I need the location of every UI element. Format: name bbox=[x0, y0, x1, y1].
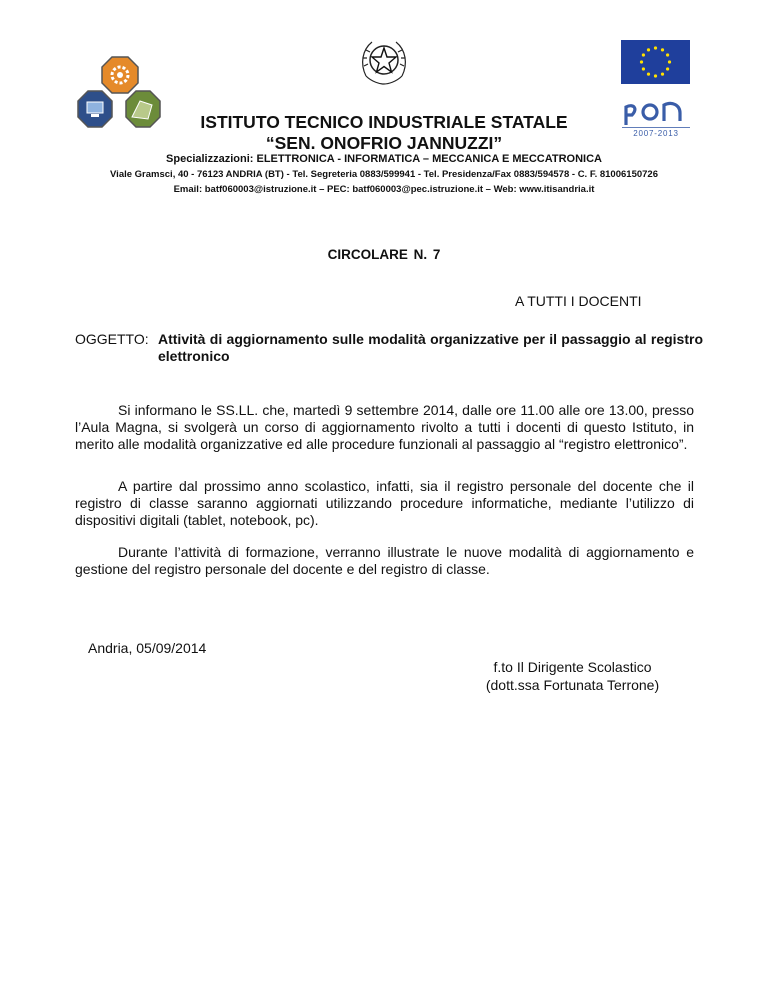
subject-text: Attività di aggiornamento sulle modalità organizzative per il passaggio al registro elettronico bbox=[158, 331, 703, 364]
pon-years: 2007-2013 bbox=[633, 129, 679, 138]
specializations-line: Specializzazioni: ELETTRONICA - INFORMATICA – MECCANICA E MECCATRONICA bbox=[166, 153, 602, 165]
address-line: Viale Gramsci, 40 - 76123 ANDRIA (BT) - Tel. Segreteria 0883/599941 - Tel. Presidenza/Fax 0883/594578 - C. F. 81006150726 bbox=[110, 169, 658, 180]
body-paragraph: A partire dal prossimo anno scolastico, infatti, sia il registro personale del docente che il registro di classe saranno aggiornati utilizzando procedure informatiche, mediante l’utilizzo di dispositivi digitali (tablet, notebook, pc). bbox=[75, 478, 694, 528]
signature-name: (dott.ssa Fortunata Terrone) bbox=[485, 677, 660, 693]
body-paragraph: Si informano le SS.LL. che, martedì 9 settembre 2014, dalle ore 11.00 alle ore 13.00, presso l’Aula Magna, si svolgerà un corso di aggiornamento rivolto a tutti i docenti di questo Istituto, in merito alle modalità organizzative ed alle procedure funzionali al passaggio al “registro elettronico”. bbox=[75, 402, 694, 452]
signature-title: f.to Il Dirigente Scolastico bbox=[493, 659, 652, 675]
eu-flag-icon bbox=[621, 40, 690, 84]
subject-label: OGGETTO: bbox=[75, 331, 149, 347]
place-date: Andria, 05/09/2014 bbox=[88, 640, 207, 656]
contacts-line: Email: batf060003@istruzione.it – PEC: batf060003@pec.istruzione.it – Web: www.itisandria.it bbox=[173, 184, 595, 195]
circular-number: CIRCOLARE N. 7 bbox=[327, 247, 441, 262]
school-name: ISTITUTO TECNICO INDUSTRIALE STATALE bbox=[200, 112, 568, 132]
signature-block bbox=[470, 658, 675, 694]
body-paragraph: Durante l’attività di formazione, verranno illustrate le nuove modalità di aggiornamento e gestione del registro personale del docente e del registro di classe. bbox=[75, 544, 694, 577]
italian-emblem-icon bbox=[358, 36, 410, 88]
recipients: A TUTTI I DOCENTI bbox=[515, 293, 642, 309]
school-subname: “SEN. ONOFRIO JANNUZZI” bbox=[265, 133, 503, 153]
